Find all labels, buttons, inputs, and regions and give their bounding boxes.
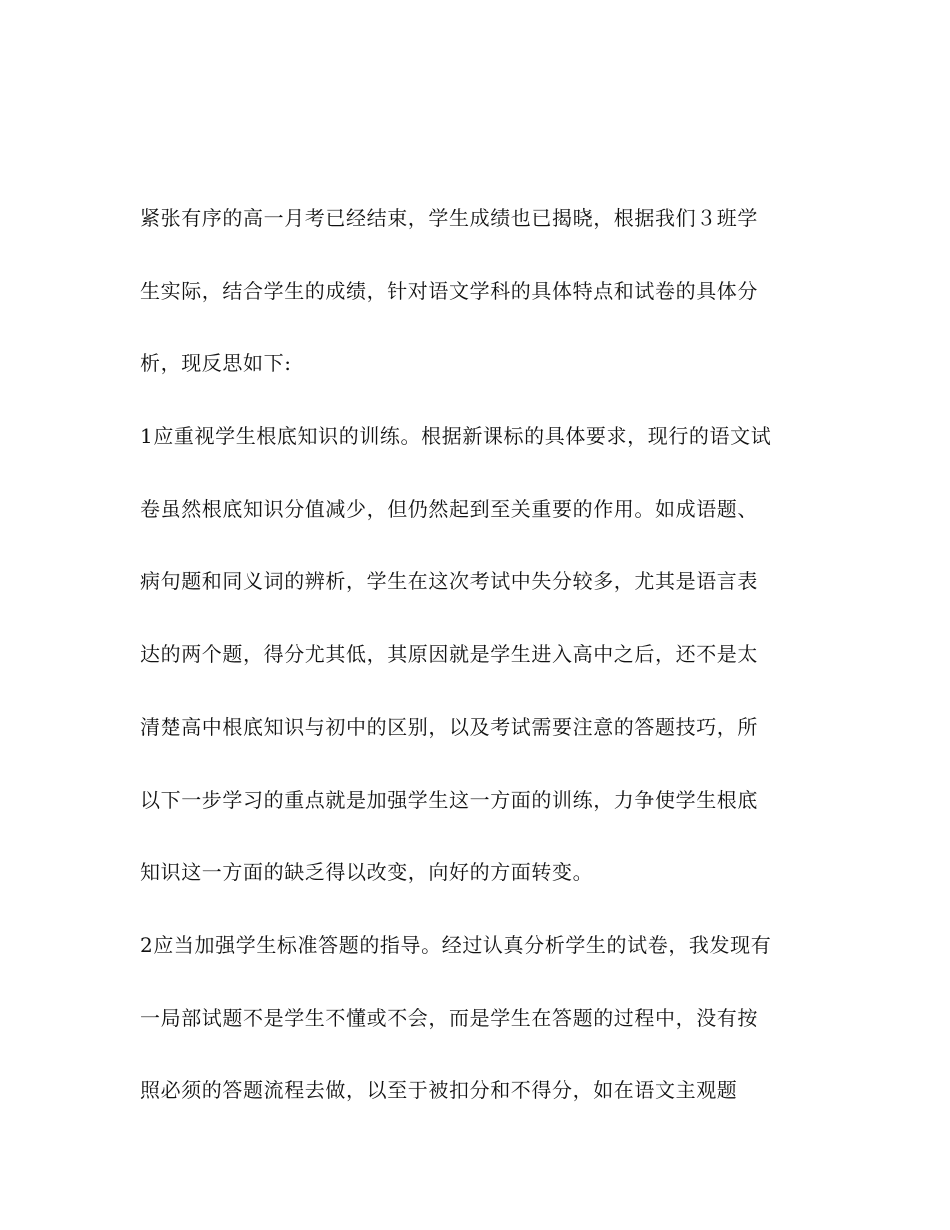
- text-line: 2应当加强学生标准答题的指导。经过认真分析学生的试卷，我发现有: [140, 932, 772, 957]
- text-line: 达的两个题，得分尤其低，其原因就是学生进入高中之后，还不是太: [140, 642, 758, 667]
- text-line: 紧张有序的高一月考已经结束，学生成绩也已揭晓，根据我们３班学: [140, 206, 758, 230]
- text-line: 以下一步学习的重点就是加强学生这一方面的训练，力争使学生根底: [140, 787, 758, 812]
- text-line: 生实际，结合学生的成绩，针对语文学科的具体特点和试卷的具体分: [140, 278, 758, 303]
- text-line: 知识这一方面的缺乏得以改变，向好的方面转变。: [140, 860, 594, 885]
- text-line: 卷虽然根底知识分值减少，但仍然起到至关重要的作用。如成语题、: [140, 496, 758, 521]
- text-line: 1应重视学生根底知识的训练。根据新课标的具体要求，现行的语文试: [140, 424, 772, 449]
- document-body: [140, 198, 820, 1143]
- text-line: 一局部试题不是学生不懂或不会，而是学生在答题的过程中，没有按: [140, 1005, 758, 1030]
- text-line: 清楚高中根底知识与初中的区别，以及考试需要注意的答题技巧，所: [140, 714, 758, 739]
- text-line: 析，现反思如下:: [140, 351, 292, 376]
- text-line: 病句题和同义词的辨析，学生在这次考试中失分较多，尤其是语言表: [140, 569, 758, 594]
- text-line: 照必须的答题流程去做，以至于被扣分和不得分，如在语文主观题: [140, 1078, 738, 1103]
